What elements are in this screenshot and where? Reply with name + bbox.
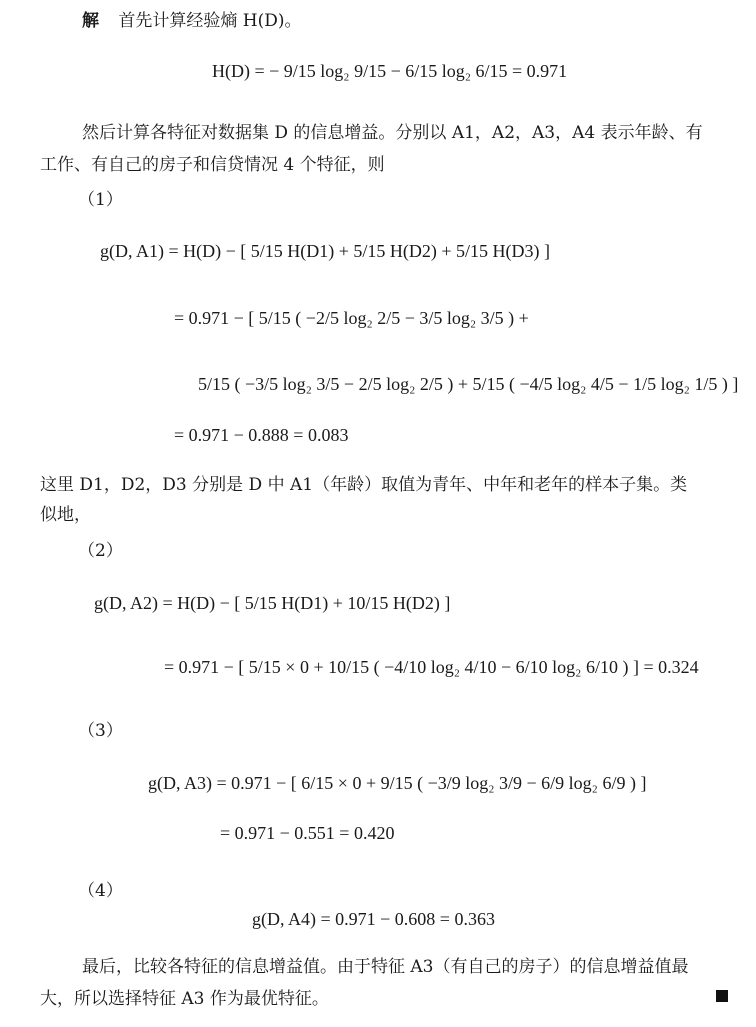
case-1-line-4: = 0.971 − 0.888 = 0.083: [174, 425, 349, 445]
conclusion-line-1: 最后，比较各特征的信息增益值。由于特征 A3（有自己的房子）的信息增益值最: [82, 957, 689, 977]
entropy-equation: [212, 60, 567, 82]
case-2-label: （2）: [78, 541, 123, 561]
entropy-rhs: − 9/15 log₂ 9/15 − 6/15 log₂ 6/15 = 0.971: [269, 61, 568, 81]
case-1-label: （1）: [78, 190, 123, 210]
case-3-line-2: = 0.971 − 0.551 = 0.420: [220, 823, 395, 843]
case-2-line-1: g(D, A2) = H(D) − [ 5/15 H(D1) + 10/15 H(D2) ]: [94, 593, 451, 613]
case-1-line-3: 5/15 ( −3/5 log₂ 3/5 − 2/5 log₂ 2/5 ) + 5/15 ( −4/5 log₂ 4/5 − 1/5 log₂ 1/5 ) ]: [198, 374, 739, 394]
intro-line: [82, 10, 302, 32]
intro-text: 首先计算经验熵 H(D)。: [118, 11, 302, 31]
case-3-label: （3）: [78, 721, 123, 741]
case-1-line-1: g(D, A1) = H(D) − [ 5/15 H(D1) + 5/15 H(D2) + 5/15 H(D3) ]: [100, 241, 551, 261]
qed-square-icon: [716, 990, 728, 1002]
entropy-lhs: H(D) =: [212, 61, 265, 81]
gain-intro-line-1: 然后计算各特征对数据集 D 的信息增益。分别以 A1，A2，A3，A4 表示年龄、有: [82, 123, 703, 143]
solution-label: 解: [82, 11, 99, 31]
gain-intro-line-2: 工作、有自己的房子和信贷情况 4 个特征，则: [40, 155, 385, 175]
case-3-line-1: g(D, A3) = 0.971 − [ 6/15 × 0 + 9/15 ( −3/9 log₂ 3/9 − 6/9 log₂ 6/9 ) ]: [148, 773, 647, 793]
case-4-line-1: g(D, A4) = 0.971 − 0.608 = 0.363: [252, 909, 495, 929]
conclusion-line-2: 大，所以选择特征 A3 作为最优特征。: [40, 989, 329, 1009]
case-4-label: （4）: [78, 881, 123, 901]
case-2-line-2: = 0.971 − [ 5/15 × 0 + 10/15 ( −4/10 log₂ 4/10 − 6/10 log₂ 6/10 ) ] = 0.324: [164, 657, 699, 677]
explain-line-2: 似地，: [40, 505, 91, 525]
explain-line-1: 这里 D1，D2，D3 分别是 D 中 A1（年龄）取值为青年、中年和老年的样本子集。类: [40, 475, 688, 495]
case-1-line-2: = 0.971 − [ 5/15 ( −2/5 log₂ 2/5 − 3/5 log₂ 3/5 ) +: [174, 308, 529, 328]
